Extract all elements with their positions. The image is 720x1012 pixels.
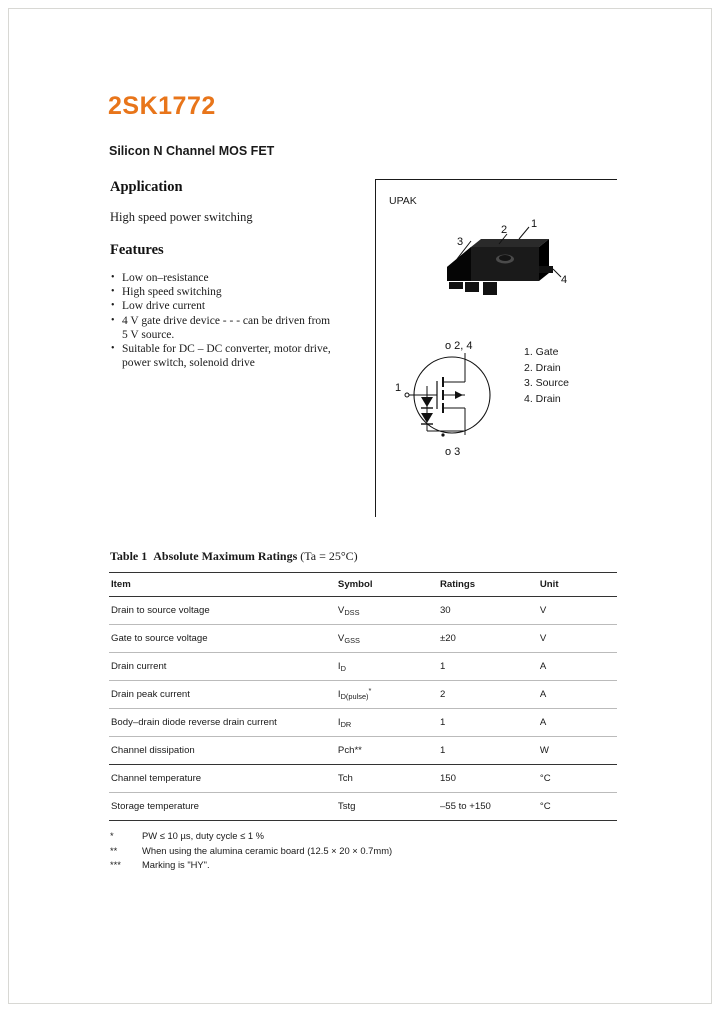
cell-symbol <box>336 765 438 793</box>
table-row <box>109 681 617 709</box>
package-label: UPAK <box>389 195 417 207</box>
cell-ratings: 30 <box>438 597 538 625</box>
table-header-row <box>109 573 617 597</box>
symbol-base: V <box>337 605 345 616</box>
cell-symbol <box>336 597 438 625</box>
page-sheet <box>8 8 712 1004</box>
features-heading: Features <box>110 242 164 258</box>
symbol-sub: GSS <box>344 636 360 645</box>
footnote-text: Marking is "HY". <box>142 859 210 871</box>
symbol-base: I <box>337 661 341 672</box>
list-item-continuation: power switch, solenoid drive <box>122 357 255 370</box>
features-list <box>110 271 360 370</box>
pin-list <box>524 345 569 407</box>
table-caption-condition: (Ta = 25°C) <box>300 549 358 563</box>
cell-symbol <box>336 793 438 821</box>
package-drawing <box>409 219 569 324</box>
cell-item: Drain to source voltage <box>109 597 336 625</box>
cell-unit: °C <box>538 765 617 793</box>
symbol-sub: D <box>340 664 346 673</box>
cell-ratings: –55 to +150 <box>438 793 538 821</box>
cell-unit: °C <box>538 793 617 821</box>
symbol-base: Tstg <box>337 801 356 812</box>
cell-item: Body–drain diode reverse drain current <box>109 709 336 737</box>
table-caption-label: Table 1 <box>110 549 148 563</box>
symbol-sup: * <box>368 686 372 695</box>
cell-unit: A <box>538 681 617 709</box>
symbol-node-bottom: ο 3 <box>445 446 461 458</box>
pin-list-item: 4. Drain <box>524 392 561 405</box>
absolute-maximum-ratings-table <box>109 572 617 821</box>
cell-ratings: ±20 <box>438 625 538 653</box>
table-row <box>109 709 617 737</box>
symbol-base: I <box>337 689 341 700</box>
footnote-text: PW ≤ 10 µs, duty cycle ≤ 1 % <box>142 830 264 841</box>
cell-unit: V <box>538 597 617 625</box>
table-row <box>109 625 617 653</box>
cell-item: Drain current <box>109 653 336 681</box>
symbol-base: Pch** <box>337 745 362 756</box>
page-title: 2SK1772 <box>108 92 216 120</box>
cell-ratings: 1 <box>438 709 538 737</box>
schematic-symbol <box>387 331 527 461</box>
list-item: • 4 V gate drive device - - - can be driven from <box>110 314 360 328</box>
symbol-sub: DSS <box>344 608 360 617</box>
table-row <box>109 793 617 821</box>
panel-top-rule <box>375 179 617 180</box>
cell-symbol <box>336 681 438 709</box>
symbol-node-top: ο 2, 4 <box>445 340 473 352</box>
footnote <box>110 858 392 873</box>
symbol-base: V <box>337 633 345 644</box>
list-item: • Suitable for DC – DC converter, motor drive, <box>110 342 360 356</box>
application-text: High speed power switching <box>110 210 253 224</box>
table-row <box>109 765 617 793</box>
footnote-mark: ** <box>110 844 118 856</box>
footnotes <box>110 829 392 873</box>
table-row <box>109 653 617 681</box>
cell-ratings: 1 <box>438 653 538 681</box>
cell-item: Channel temperature <box>109 765 336 793</box>
cell-symbol <box>336 625 438 653</box>
cell-item: Storage temperature <box>109 793 336 821</box>
svg-text:3: 3 <box>457 236 464 248</box>
pin-list-item: 1. Gate <box>524 346 559 358</box>
cell-symbol <box>336 737 438 765</box>
svg-text:4: 4 <box>561 274 568 286</box>
footnote <box>110 844 392 859</box>
column-header-item: Item <box>109 573 336 597</box>
panel-left-rule <box>375 179 376 517</box>
cell-ratings: 2 <box>438 681 538 709</box>
footnote-mark: * <box>110 830 114 841</box>
symbol-node-gate: 1 <box>395 382 402 394</box>
page-subtitle: Silicon N Channel MOS FET <box>109 144 275 158</box>
table-row <box>109 737 617 765</box>
application-heading: Application <box>110 179 183 195</box>
svg-text:1: 1 <box>531 219 538 230</box>
column-header-unit: Unit <box>538 573 617 597</box>
svg-text:2: 2 <box>501 224 508 236</box>
symbol-base: Tch <box>337 773 353 784</box>
cell-unit: A <box>538 653 617 681</box>
list-item-continuation: 5 V source. <box>122 328 175 341</box>
cell-unit: W <box>538 737 617 765</box>
table-row <box>109 597 617 625</box>
cell-symbol <box>336 709 438 737</box>
cell-unit: V <box>538 625 617 653</box>
footnote <box>110 829 392 844</box>
column-header-symbol: Symbol <box>336 573 438 597</box>
cell-symbol <box>336 653 438 681</box>
list-item: • High speed switching <box>110 285 360 299</box>
cell-unit: A <box>538 709 617 737</box>
footnote-mark: *** <box>110 859 121 871</box>
table-caption <box>110 549 358 564</box>
cell-ratings: 1 <box>438 737 538 765</box>
symbol-base: I <box>337 717 341 728</box>
cell-item: Gate to source voltage <box>109 625 336 653</box>
pin-list-item: 2. Drain <box>524 361 561 374</box>
cell-item: Drain peak current <box>109 681 336 709</box>
list-item: • Low drive current <box>110 299 360 313</box>
cell-item: Channel dissipation <box>109 737 336 765</box>
column-header-ratings: Ratings <box>438 573 538 597</box>
symbol-sub: D(pulse) <box>340 692 369 701</box>
pin-list-item: 3. Source <box>524 377 569 389</box>
list-item: • Low on–resistance <box>110 271 360 285</box>
symbol-sub: DR <box>340 720 352 729</box>
cell-ratings: 150 <box>438 765 538 793</box>
footnote-text: When using the alumina ceramic board (12.5 × 20 × 0.7mm) <box>142 844 393 856</box>
table-caption-title: Absolute Maximum Ratings <box>153 549 298 563</box>
